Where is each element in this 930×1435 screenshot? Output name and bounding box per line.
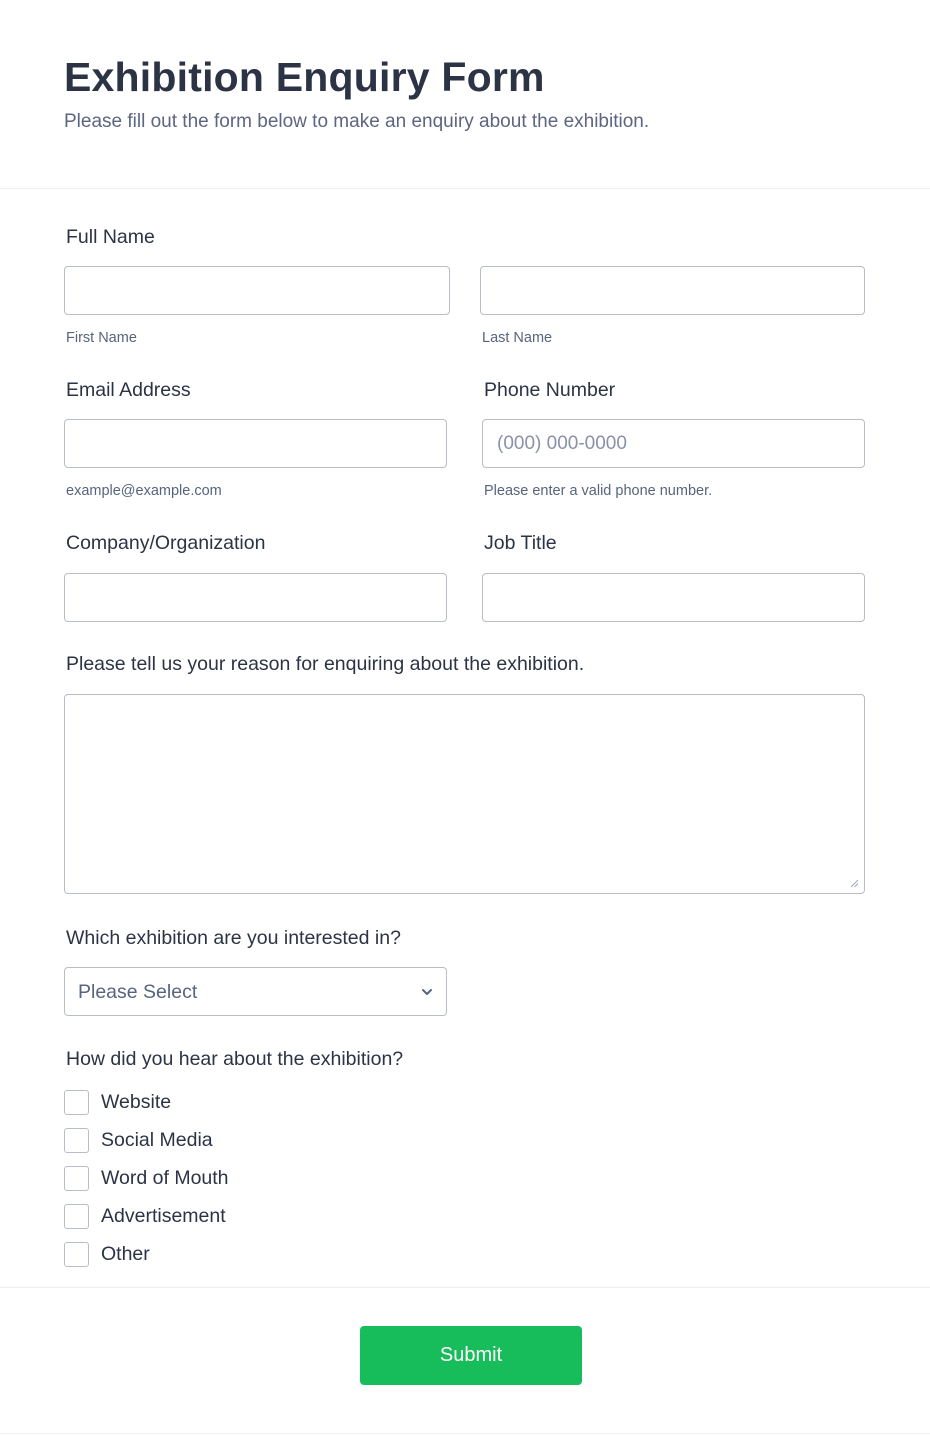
company-input[interactable] xyxy=(64,573,447,622)
company-label: Company/Organization xyxy=(66,532,266,554)
email-field[interactable] xyxy=(64,419,447,468)
first-name-input[interactable] xyxy=(64,266,450,315)
checkbox-label: Advertisement xyxy=(101,1204,226,1227)
form-title: Exhibition Enquiry Form xyxy=(64,54,545,100)
email-label: Email Address xyxy=(66,379,191,401)
job-title-label: Job Title xyxy=(484,532,557,554)
checkbox-option-other[interactable] xyxy=(64,1241,150,1267)
exhibition-select[interactable] xyxy=(64,967,447,1016)
reason-label: Please tell us your reason for enquiring about the exhibition. xyxy=(66,653,585,675)
last-name-input[interactable] xyxy=(480,266,865,315)
phone-sublabel: Please enter a valid phone number. xyxy=(484,483,713,499)
resize-handle-icon[interactable] xyxy=(850,879,859,888)
phone-label: Phone Number xyxy=(484,379,616,401)
heard-label: How did you hear about the exhibition? xyxy=(66,1048,404,1070)
form-header xyxy=(0,0,930,189)
checkbox-option-advertisement[interactable] xyxy=(64,1203,226,1229)
checkbox-label: Social Media xyxy=(101,1128,213,1151)
exhibition-label: Which exhibition are you interested in? xyxy=(66,927,401,949)
divider xyxy=(0,1433,930,1434)
form-subtitle: Please fill out the form below to make an enquiry about the exhibition. xyxy=(64,111,650,132)
checkbox-option-website[interactable] xyxy=(64,1089,171,1115)
chevron-down-icon xyxy=(420,985,434,999)
checkbox-label: Website xyxy=(101,1090,172,1113)
last-name-sublabel: Last Name xyxy=(482,330,553,346)
exhibition-select-value: Please Select xyxy=(78,981,198,1003)
submit-button[interactable]: Submit xyxy=(360,1326,582,1385)
email-sublabel: example@example.com xyxy=(66,483,222,499)
divider xyxy=(0,1287,930,1288)
checkbox-label: Word of Mouth xyxy=(101,1166,229,1189)
first-name-sublabel: First Name xyxy=(66,330,137,346)
checkbox[interactable] xyxy=(64,1166,89,1191)
full-name-label: Full Name xyxy=(66,226,155,248)
checkbox[interactable] xyxy=(64,1128,89,1153)
checkbox[interactable] xyxy=(64,1242,89,1267)
checkbox-option-social-media[interactable] xyxy=(64,1127,213,1153)
job-title-input[interactable] xyxy=(482,573,865,622)
reason-textarea[interactable] xyxy=(64,694,865,894)
checkbox[interactable] xyxy=(64,1204,89,1229)
checkbox-label: Other xyxy=(101,1242,150,1265)
checkbox[interactable] xyxy=(64,1090,89,1115)
phone-field[interactable] xyxy=(482,419,865,468)
checkbox-option-word-of-mouth[interactable] xyxy=(64,1165,229,1191)
